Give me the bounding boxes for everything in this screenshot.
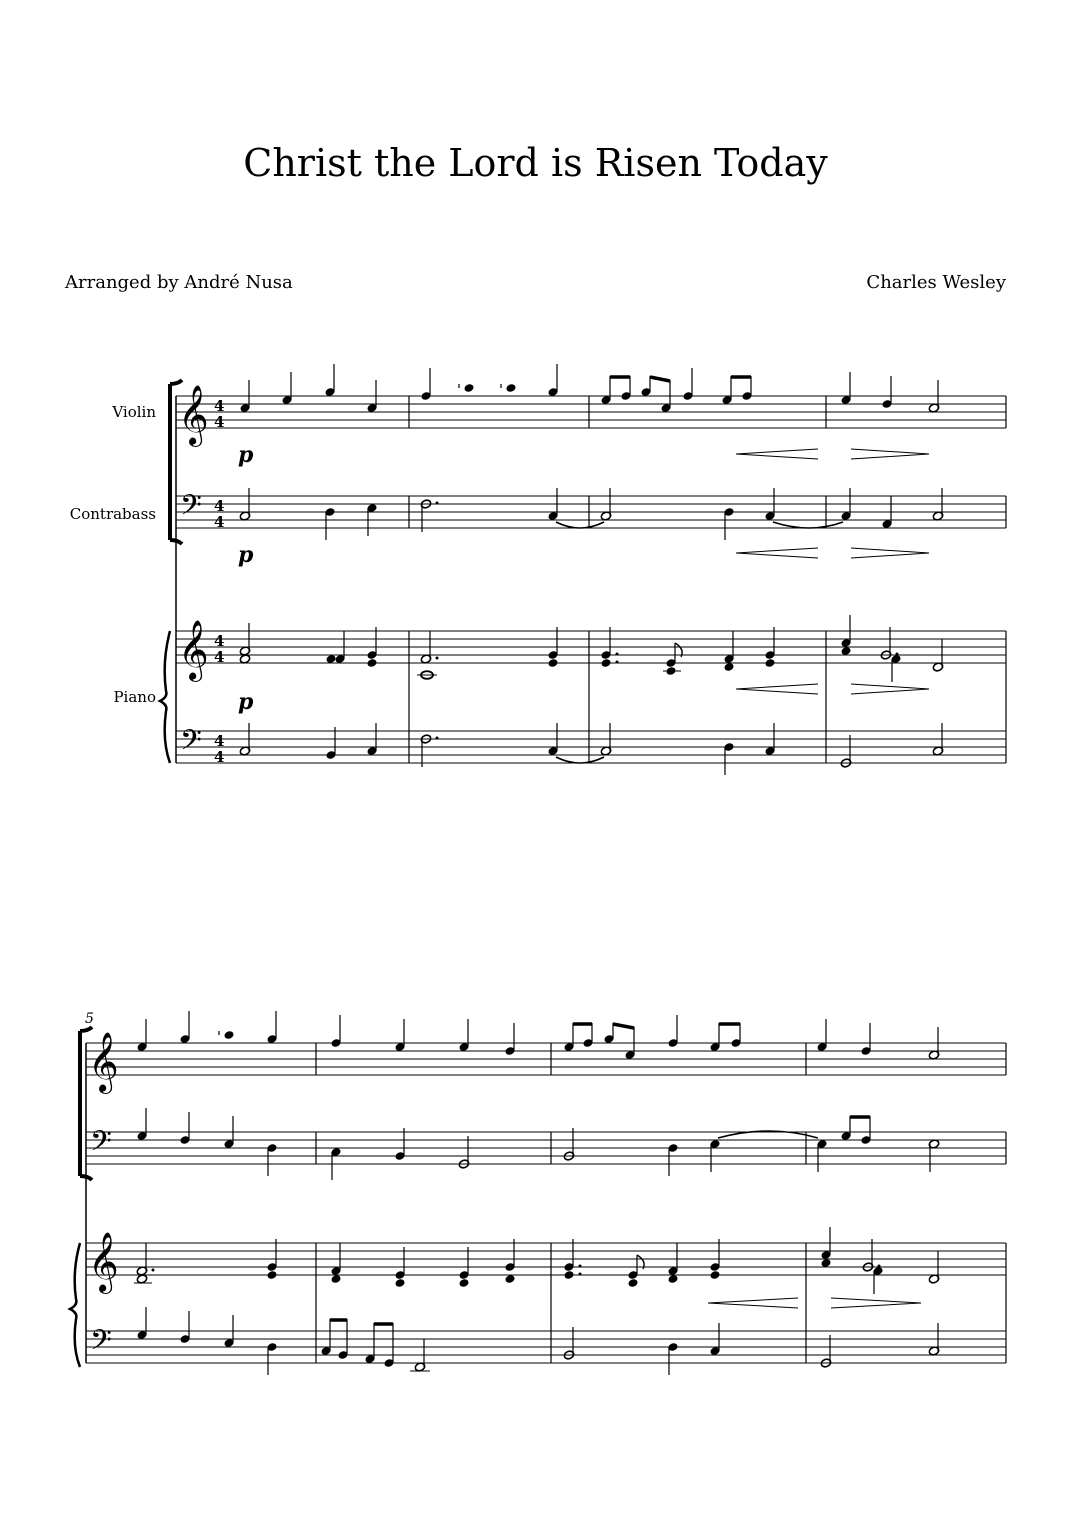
hairpins [708,1298,921,1308]
time-sig-den: 4 [214,513,225,531]
treble-clef-violin: 𝄞 [88,1032,119,1092]
bass-clef-contrabass: 𝄢 [180,489,202,529]
dynamic-marking: p [238,442,254,468]
system-1 [160,364,1006,775]
violin-notes-2 [136,1011,939,1060]
bass-clef-contrabass: 𝄢 [90,1125,112,1165]
time-sig-den: 4 [214,413,225,431]
violin-staff [176,396,1006,428]
piano-treble-notes-1 [239,615,943,682]
instrument-label-piano: Piano [113,688,156,706]
instrument-label-contrabass: Contrabass [69,505,156,523]
bass-clef-piano: 𝄢 [90,1324,112,1364]
piano-treble-notes-2 [134,1227,940,1294]
instrument-label-violin: Violin [112,403,156,421]
time-sig-num: 4 [214,632,225,650]
piano-treble-staff [176,631,1006,663]
time-sig-den: 4 [214,648,225,666]
piano-bass-staff [176,731,1006,763]
treble-clef-violin: 𝄞 [178,385,209,445]
piano-brace [160,631,170,763]
system-2 [70,1011,1006,1375]
composer-credit: Charles Wesley [866,272,1006,293]
bass-clef-piano: 𝄢 [180,724,202,764]
arranger-credit: Arranged by André Nusa [65,272,293,293]
treble-clef-piano: 𝄞 [178,620,209,680]
time-sig-num: 4 [214,732,225,750]
piano-bass-notes-2 [136,1307,939,1375]
time-sig-num: 4 [214,397,225,415]
time-sig-num: 4 [214,497,225,515]
time-sig-den: 4 [214,748,225,766]
dynamic-marking: p [238,542,254,568]
piano-bass-staff [86,1331,1006,1363]
piano-brace [70,1243,80,1367]
dynamic-marking: p [238,689,254,715]
contrabass-notes-2 [136,1108,939,1180]
measure-number: 5 [85,1011,94,1027]
contrabass-staff [176,496,1006,528]
treble-clef-piano: 𝄞 [88,1232,119,1292]
score-title: Christ the Lord is Risen Today [243,141,828,185]
